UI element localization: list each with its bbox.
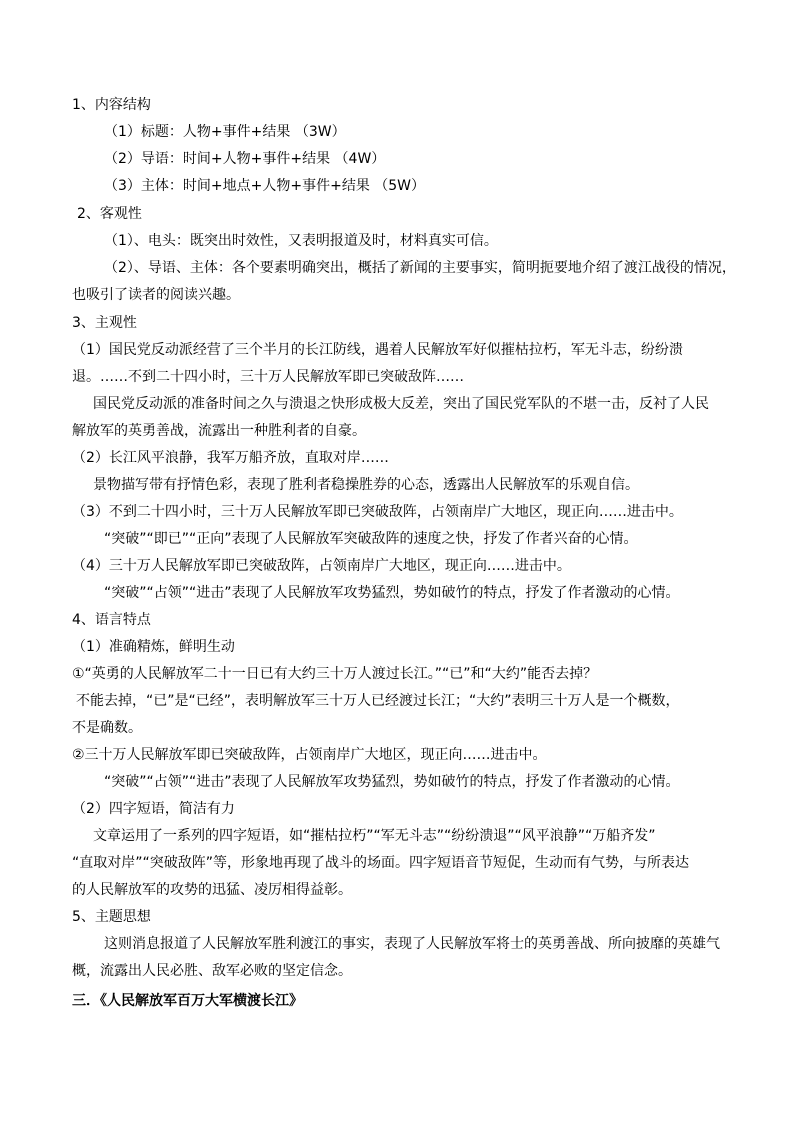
list-item: （1）标题：人物+事件+结果 （3W）	[104, 124, 346, 140]
paragraph-line: （1）国民党反动派经营了三个半月的长江防线，遇着人民解放军好似摧枯拉朽，军无斗志，纷纷溃	[72, 342, 683, 358]
section-heading-subjectivity: 3、主观性	[72, 315, 137, 331]
paragraph-line: （2）、导语、主体：各个要素明确突出，概括了新闻的主要事实，简明扼要地介绍了渡江战役的情况，	[104, 260, 736, 276]
paragraph-line: （2）长江风平浪静，我军万船齐放，直取对岸……	[72, 450, 389, 466]
paragraph-line: 这则消息报道了人民解放军胜利渡江的事实，表现了人民解放军将士的英勇善战、所向披靡的英雄气	[104, 936, 720, 952]
subheading: （2）四字短语，简洁有力	[72, 801, 235, 817]
paragraph-line: （1）、电头：既突出时效性，又表明报道及时，材料真实可信。	[104, 233, 498, 249]
section-heading-objectivity: 2、客观性	[77, 206, 142, 222]
paragraph-line: 国民党反动派的准备时间之久与溃退之快形成极大反差，突出了国民党军队的不堪一击，反衬了人民	[93, 396, 709, 412]
paragraph-line: “突破”“即已”“正向”表现了人民解放军突破敌阵的速度之快，抒发了作者兴奋的心情。	[104, 531, 638, 547]
paragraph-line: 也吸引了读者的阅读兴趣。	[72, 287, 240, 303]
paragraph-line: 退。……不到二十四小时，三十万人民解放军即已突破敌阵……	[72, 369, 464, 385]
list-item: （3）主体：时间+地点+人物+事件+结果 （5W）	[104, 178, 426, 194]
paragraph-line: （3）不到二十四小时，三十万人民解放军即已突破敌阵，占领南岸广大地区，现正向……进击中。	[72, 504, 683, 520]
paragraph-line: 景物描写带有抒情色彩，表现了胜利者稳操胜券的心态，透露出人民解放军的乐观自信。	[93, 477, 639, 493]
list-item: （2）导语：时间+人物+事件+结果 （4W）	[104, 151, 386, 167]
paragraph-line: 不能去掉，“已”是“已经”，表明解放军三十万人已经渡过长江；“大约”表明三十万人是一个概数，	[76, 693, 680, 709]
section-heading-article-title: 三．《人民解放军百万大军横渡长江》	[72, 993, 303, 1009]
paragraph-line: （4）三十万人民解放军即已突破敌阵，占领南岸广大地区，现正向……进击中。	[72, 558, 571, 574]
paragraph-line: 不是确数。	[72, 720, 142, 736]
paragraph-line: “突破”“占领”“进击”表现了人民解放军攻势猛烈，势如破竹的特点，抒发了作者激动的心情。	[104, 774, 680, 790]
paragraph-line: 文章运用了一系列的四字短语，如“摧枯拉朽”“军无斗志”“纷纷溃退”“风平浪静”“万船齐发”	[93, 828, 656, 844]
paragraph-line: 解放军的英勇善战，流露出一种胜利者的自豪。	[72, 423, 366, 439]
paragraph-line: ②三十万人民解放军即已突破敌阵，占领南岸广大地区，现正向……进击中。	[72, 747, 547, 763]
paragraph-line: ①“英勇的人民解放军二十一日已有大约三十万人渡过长江。”“已”和“大约”能否去掉？	[72, 666, 598, 682]
section-heading-content-structure: 1、内容结构	[72, 97, 151, 113]
paragraph-line: 概，流露出人民必胜、敌军必败的坚定信念。	[72, 963, 352, 979]
section-heading-theme: 5、主题思想	[72, 909, 151, 925]
paragraph-line: 的人民解放军的攻势的迅猛、凌厉相得益彰。	[72, 882, 352, 898]
section-heading-language-features: 4、语言特点	[72, 612, 151, 628]
subheading: （1）准确精炼，鲜明生动	[72, 639, 235, 655]
paragraph-line: “直取对岸”“突破敌阵”等，形象地再现了战斗的场面。四字短语音节短促，生动而有气势，与所表达	[72, 855, 690, 871]
paragraph-line: “突破”“占领”“进击”表现了人民解放军攻势猛烈，势如破竹的特点，抒发了作者激动的心情。	[104, 585, 680, 601]
